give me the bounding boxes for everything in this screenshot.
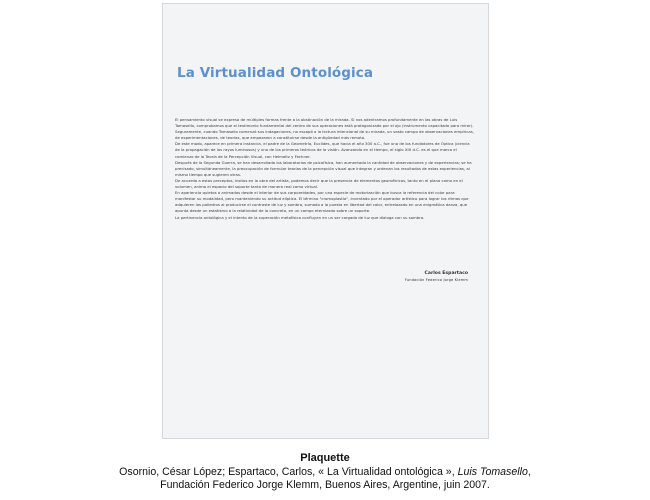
document-body: [175, 117, 475, 221]
caption-italic-title: Luis Tomasello: [457, 466, 528, 478]
body-paragraph: La pertinencia ontológica y el intento de la superación metafísica confluyen en un ser cargado de luz que dialoga con su sombra.: [175, 214, 425, 220]
caption-citation-line-2: Fundación Federico Jorge Klemm, Buenos Aires, Argentine, juin 2007.: [160, 478, 490, 491]
document-title: La Virtualidad Ontológica: [177, 65, 374, 81]
image-caption: [0, 451, 650, 491]
caption-heading: Plaquette: [300, 452, 350, 464]
caption-authors-text: Osornio, César López; Espartaco, Carlos, « La Virtualidad ontológica »,: [119, 466, 458, 478]
signature-block: [405, 270, 468, 283]
body-paragraph: Seguramente, cuando Tomasello comenzó sus indagaciones, no escapó a la lectura intencional de su mirada, un vasto campo de observaciones empíricas, de experimentaciones, de teorías, que empezaron a constituirse desde la antigüedad más remota.: [175, 129, 474, 141]
body-paragraph: De este modo, aparece en primera instancia, el padre de la Geometría, Euclides, que hacia el año 300 a.C., fue uno de los fundadores de Óptica (ciencia de la propagación de los rayos luminosos) y uno de los primeros teóricos de la visión. Avanzando en el tiempo, el siglo XIX d.C. es el que marca el comienzo de la Teoría de la Percepción Visual, con Helmoltz y Fechner.: [175, 141, 470, 159]
body-paragraph: En apariencia quietos o animados desde el interior de sus corporeidades, por una especie de motorización que busca la referencia del color para manifestar su modalidad, pero manteniendo su actitud elíptica. El término "cromoplastía", inventado por el operador artístico para lograr los ritmos que adquieren los poliedros al producirse el contraste de luz y sombra, sumado a la puesta en libertad del color, entrelazado en una enigmática danza, que apunta desde un estatismo a la relatividad de lo concreto, en un campo eternizado sobre un soporte.: [175, 190, 469, 214]
caption-citation-line-1: [0, 466, 650, 479]
signature-organization: Fundación Federico Jorge Klemm: [404, 278, 468, 282]
body-paragraph: Después de la Segunda Guerra, se han desarrollado los laboratorios de psicofísica, han aumentado la cantidad de observaciones y de experiencias; se ha precisado, simultáneamente, la preocupación de formular teorías de la percepción visual que integran y ordenan los resultados de estas experiencias, al mismo tiempo que sugieren otras.: [175, 159, 472, 177]
signature-name: Carlos Espartaco: [424, 271, 468, 276]
plaquette-page: [162, 3, 489, 439]
body-paragraph: El pensamiento visual se expresa de múltiples formas frente a la obstinación de la mirada. Si nos adentramos profundamente en las obras de Luis Tomasello, comprobamos que el testimonio fundamental del centro de sus operaciones está protagonizado por el ojo (instrumento capacitado para mirar).: [175, 117, 474, 129]
body-paragraph: De acuerdo a estos preceptos, insitos en la obra del artista, podemos decir que la presencia de elementos geométricos, tanto en el plano como en el volumen, anima el espacio del soporte tanto de manera real como virtual.: [175, 177, 463, 190]
caption-comma: ,: [527, 466, 531, 478]
